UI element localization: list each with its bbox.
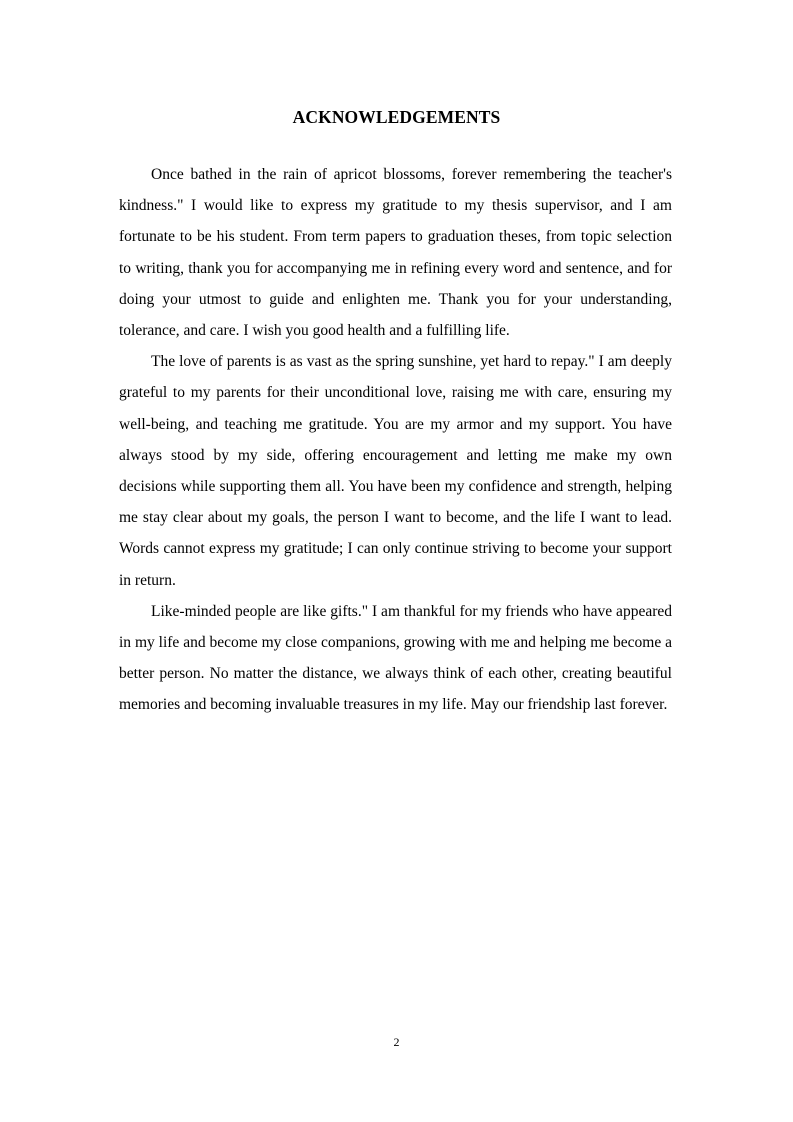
paragraph-friends: Like-minded people are like gifts." I am thankful for my friends who have appeared in my life and become my close companions, growing with me and helping me become a better person. No matter the distance, we always think of each other, creating beautiful memories and becoming invaluable treasures in my life. May our friendship last forever. — [119, 602, 672, 714]
paragraph-parents: The love of parents is as vast as the spring sunshine, yet hard to repay." I am deeply grateful to my parents for their unconditional love, raising me with care, ensuring my well-being, and teaching me gratitude. You are my armor and my support. You have always stood by my side, offering encouragement and letting me make my own decisions while supporting them all. You have been my confidence and strength, helping me stay clear about my goals, the person I want to become, and the life I want to lead. Words cannot express my gratitude; I can only continue striving to become your support in return. — [119, 353, 672, 589]
paragraph-teacher: Once bathed in the rain of apricot blossoms, forever remembering the teacher's kindness." I would like to express my gratitude to my thesis supervisor, and I am fortunate to be his student. From term papers to graduation theses, from topic selection to writing, thank you for accompanying me in refining every word and sentence, and for doing your utmost to guide and enlighten me. Thank you for your understanding, tolerance, and care. I wish you good health and a fulfilling life. — [119, 166, 672, 340]
page-title: ACKNOWLEDGEMENTS — [292, 107, 501, 127]
acknowledgements-body — [119, 159, 672, 721]
page-number: 2 — [393, 1035, 400, 1049]
